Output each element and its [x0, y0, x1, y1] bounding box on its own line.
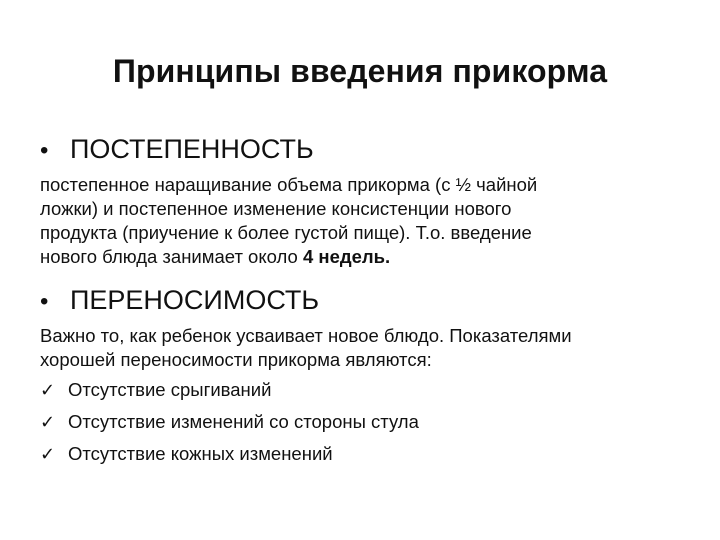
- paragraph-line: продукта (приучение к более густой пище). Т.о. введение: [40, 222, 532, 243]
- paragraph-line-last: [40, 245, 690, 269]
- paragraph-text: нового блюда занимает около: [40, 246, 303, 267]
- section-paragraph-gradualness: [40, 173, 690, 269]
- section-paragraph-tolerance: [40, 324, 690, 466]
- bullet-icon: •: [40, 288, 49, 315]
- section-heading-gradualness: [40, 133, 314, 167]
- checklist-item-text: Отсутствие изменений со стороны стула: [68, 411, 419, 432]
- paragraph-line: ложки) и постепенное изменение консистенции нового: [40, 198, 512, 219]
- section-heading-text: ПОСТЕПЕННОСТЬ: [70, 134, 314, 164]
- checklist-item-text: Отсутствие срыгиваний: [68, 379, 272, 400]
- checklist-item: [40, 410, 690, 434]
- checklist-item: [40, 442, 690, 466]
- checkmark-icon: ✓: [40, 444, 56, 464]
- paragraph-line: хорошей переносимости прикорма являются:: [40, 349, 432, 370]
- duration-highlight: 4 недель.: [302, 246, 391, 267]
- checklist-item-text: Отсутствие кожных изменений: [68, 443, 333, 464]
- paragraph-line: постепенное наращивание объема прикорма (с ½ чайной: [40, 174, 538, 195]
- checkmark-icon: ✓: [40, 412, 56, 432]
- bullet-icon: •: [40, 137, 49, 164]
- paragraph-line: Важно то, как ребенок усваивает новое блюдо. Показателями: [40, 325, 572, 346]
- checklist-item: [40, 378, 690, 402]
- checkmark-icon: ✓: [40, 380, 56, 400]
- section-heading-text: ПЕРЕНОСИМОСТЬ: [70, 285, 320, 315]
- slide-title: Принципы введения прикорма: [112, 53, 608, 89]
- section-heading-tolerance: [40, 284, 319, 318]
